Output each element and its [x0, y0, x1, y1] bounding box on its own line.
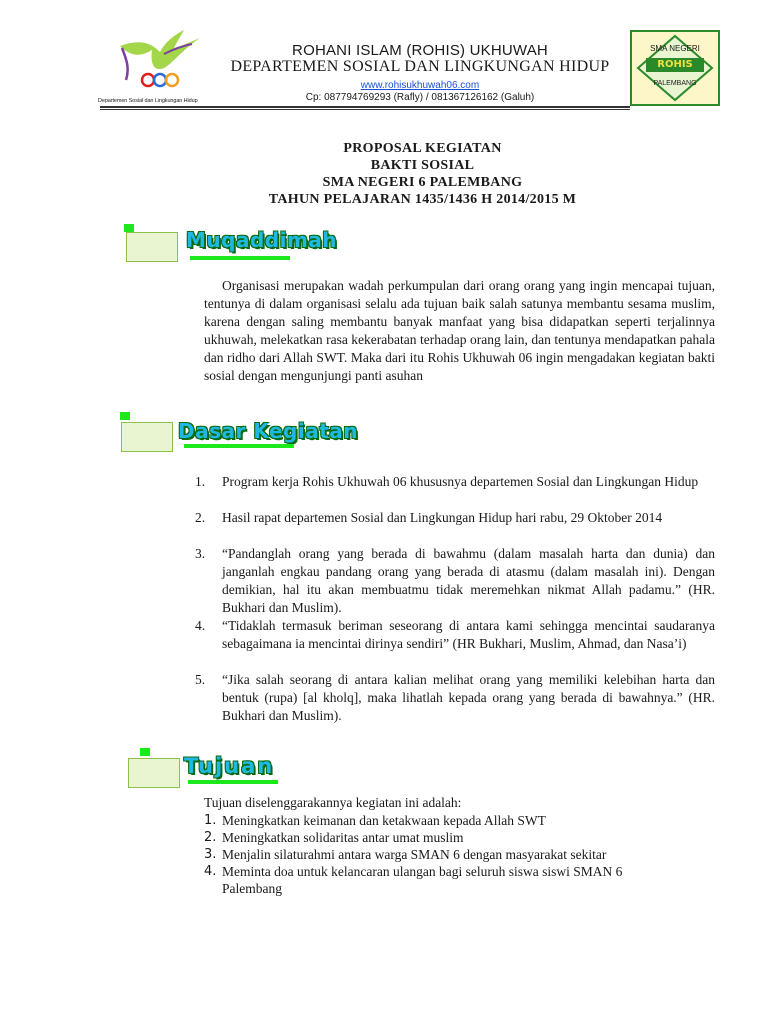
list-text: Meningkatkan keimanan dan ketakwaan kepada Allah SWT	[222, 813, 546, 828]
list-item	[0, 880, 768, 897]
list-item	[0, 671, 768, 725]
list-number: 5.	[195, 672, 206, 687]
letterhead-rule	[100, 106, 630, 108]
muqaddimah-text: Organisasi merupakan wadah perkumpulan dari orang orang yang ingin mencapai tujuan, tentunya di dalam organisasi selalu ada tujuan baik salah satunya membantu sesama muslim, karena dengan saling membantu banyak manfaat yang bisa didapatkan seperti terjalinnya ukhuwah, melekatkan rasa kekerabatan terhadap orang lain, dan tentunya mendapatkan pahala dan ridho dari Allah SWT. Maka dari itu Rohis Ukhuwah 06 ingin mengadakan kegiatan bakti sosial dengan mengunjungi panti asuhan	[204, 278, 715, 383]
section-emblem	[128, 758, 180, 788]
tujuan-list	[0, 812, 768, 897]
list-number: 4.	[195, 618, 206, 633]
emblem-mid-text: ROHIS	[657, 59, 693, 70]
list-number: 4.	[204, 864, 217, 879]
logo-caption: Departemen Sosial dan Lingkungan Hidup	[98, 98, 198, 104]
organization-name: ROHANI ISLAM (ROHIS) UKHUWAH	[292, 42, 548, 59]
website-link[interactable]: www.rohisukhuwah06.com	[360, 80, 480, 91]
section-bar	[140, 748, 150, 756]
section-bar	[124, 224, 134, 232]
department-name: DEPARTEMEN SOSIAL DAN LINGKUNGAN HIDUP	[230, 58, 610, 75]
list-text: Meminta doa untuk kelancaran ulangan bagi seluruh siswa siswi SMAN 6	[222, 864, 623, 879]
list-item	[0, 545, 768, 617]
list-number: 2.	[204, 830, 217, 845]
list-text: Program kerja Rohis Ukhuwah 06 khususnya departemen Sosial dan Lingkungan Hidup	[222, 474, 699, 489]
section-heading-tujuan: Tujuan	[184, 754, 275, 778]
emblem-top-text: SMA NEGERI	[650, 44, 700, 53]
list-text: Meningkatkan solidaritas antar umat muslim	[222, 830, 464, 845]
section-heading-dasar: Dasar Kegiatan	[178, 419, 358, 443]
list-text: Hasil rapat departemen Sosial dan Lingkungan Hidup hari rabu, 29 Oktober 2014	[222, 510, 663, 525]
emblem-bottom-text: PALEMBANG	[653, 80, 697, 87]
list-text: “Jika salah seorang di antara kalian melihat orang yang memiliki kelebihan harta dan bentuk (rupa) [al kholq], maka lihatlah kepada orang yang berada di bawahnya.” (HR. Bukhari dan Muslim).	[222, 672, 715, 723]
list-item	[0, 473, 768, 509]
activity-title: BAKTI SOSIAL	[370, 158, 475, 173]
list-item	[0, 617, 768, 671]
list-number: 2.	[195, 510, 206, 525]
list-text: “Tidaklah termasuk beriman seseorang di antara kami sehingga mencintai saudaranya sebagaimana ia mencintai dirinya sendiri” (HR Bukhari, Muslim, Ahmad, dan Nasa’i)	[222, 618, 715, 651]
section-underline	[190, 256, 290, 260]
list-text: Palembang	[222, 881, 282, 896]
academic-year: TAHUN PELAJARAN 1435/1436 H 2014/2015 M	[268, 192, 577, 207]
list-item	[0, 846, 768, 863]
dove-logo	[112, 28, 212, 98]
dasar-list	[0, 473, 768, 725]
section-bar	[120, 412, 130, 420]
section-emblem	[126, 232, 178, 262]
school-title: SMA NEGERI 6 PALEMBANG	[322, 175, 523, 190]
list-item	[0, 829, 768, 846]
school-emblem	[630, 30, 720, 106]
list-item	[0, 509, 768, 545]
list-number: 1.	[195, 474, 206, 489]
section-emblem	[121, 422, 173, 452]
section-underline	[188, 780, 278, 784]
list-item	[0, 863, 768, 880]
list-number: 3.	[204, 847, 217, 862]
section-underline	[184, 444, 294, 448]
tujuan-intro: Tujuan diselenggarakannya kegiatan ini adalah:	[204, 795, 462, 810]
contact-info: Cp: 087794769293 (Rafly) / 081367126162 (Galuh)	[305, 92, 535, 103]
list-number: 3.	[195, 546, 206, 561]
letterhead-rule-thin	[100, 109, 630, 110]
proposal-title: PROPOSAL KEGIATAN	[343, 141, 502, 156]
section-heading-muqaddimah: Muqaddimah	[186, 228, 338, 252]
muqaddimah-paragraph	[204, 277, 715, 385]
list-text: Menjalin silaturahmi antara warga SMAN 6 dengan masyarakat sekitar	[222, 847, 607, 862]
list-text: “Pandanglah orang yang berada di bawahmu (dalam masalah harta dan dunia) dan janganlah engkau pandang orang yang berada di atasmu (dalam masalah ini). Dengan demikian, hal itu akan membuatmu tidak meremehkan nikmat Allah padamu.” (HR. Bukhari dan Muslim).	[222, 546, 715, 615]
list-item	[0, 812, 768, 829]
list-number: 1.	[204, 813, 217, 828]
